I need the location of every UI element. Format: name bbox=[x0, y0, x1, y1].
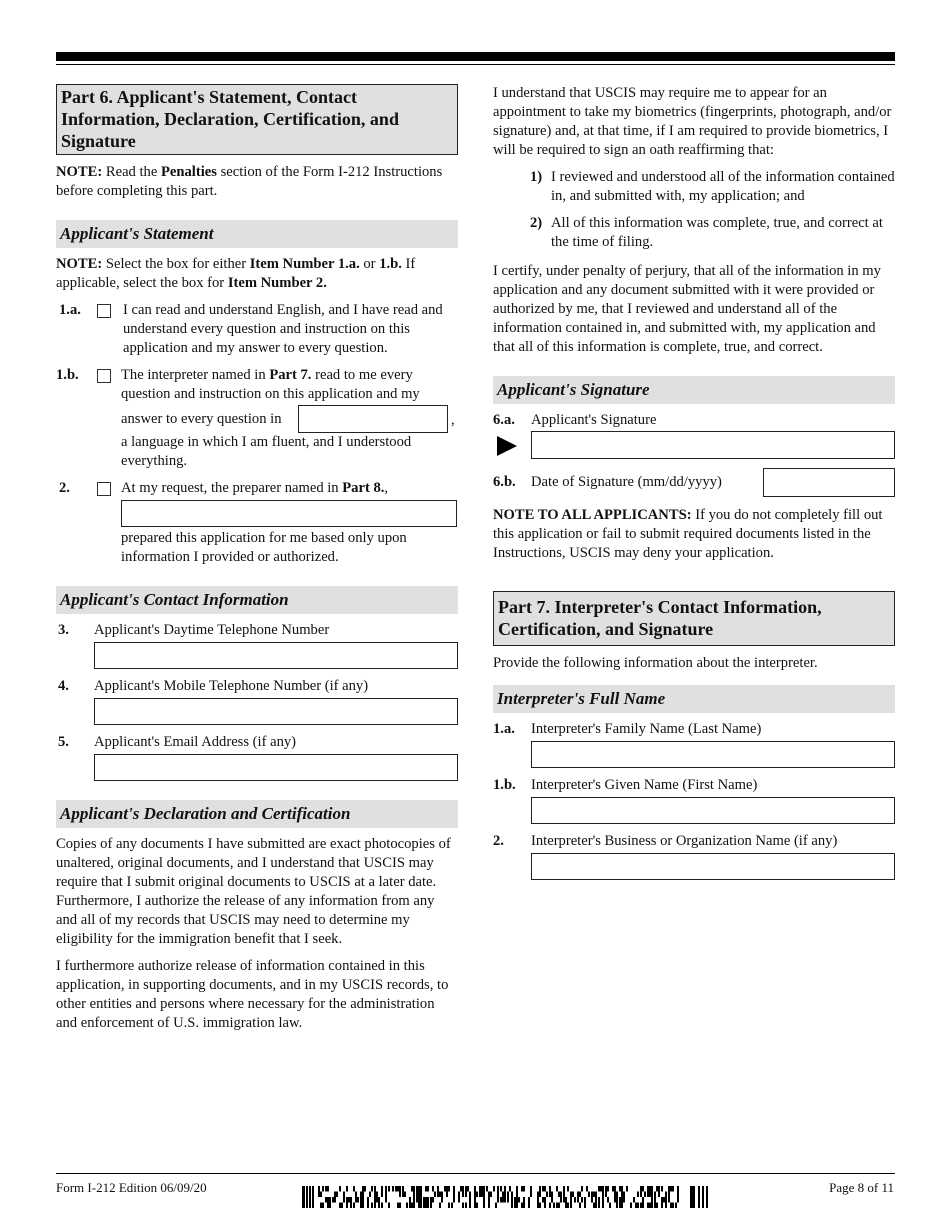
item-6a-number: 6.a. bbox=[493, 412, 515, 428]
certify-para: I certify, under penalty of perjury, that all of the information in my application and any document submitted with it were provided or authorized by me, that I reviewed and understand all of the information contained in, and submitted with, my application and that all of this information is complete, true, and correct. bbox=[493, 263, 881, 355]
signature-field[interactable] bbox=[531, 431, 895, 459]
item-4 bbox=[56, 677, 458, 725]
section-contact-information: Applicant's Contact Information bbox=[56, 586, 458, 614]
barcode-image bbox=[302, 1186, 710, 1208]
item-5 bbox=[56, 733, 458, 781]
item-6b-number: 6.b. bbox=[493, 474, 516, 490]
footer-rule bbox=[56, 1173, 895, 1174]
barcode-graphic bbox=[302, 1186, 710, 1208]
section-interpreter-name: Interpreter's Full Name bbox=[493, 685, 895, 713]
item-7-1b bbox=[493, 776, 895, 824]
header-rule-thin bbox=[56, 64, 895, 65]
right-column bbox=[493, 84, 895, 880]
item-7-2-number: 2. bbox=[493, 833, 504, 849]
item-7-1a bbox=[493, 720, 895, 768]
item-1b-comma: , bbox=[451, 412, 455, 428]
mobile-phone-input[interactable] bbox=[94, 698, 458, 725]
oath-item-1-text: I reviewed and understood all of the information contained in, and submitted with, my application; and bbox=[551, 169, 895, 204]
signature-arrow-icon bbox=[495, 435, 519, 457]
item-6b bbox=[493, 468, 895, 498]
oath-item-2-text: All of this information was complete, true, and correct at the time of filing. bbox=[551, 215, 883, 250]
item-2 bbox=[56, 479, 458, 567]
item-2-checkbox[interactable] bbox=[97, 482, 111, 496]
section-applicant-statement: Applicant's Statement bbox=[56, 220, 458, 248]
language-input[interactable] bbox=[298, 405, 448, 433]
item-3 bbox=[56, 621, 458, 669]
part6-note: NOTE: Read the Penalties section of the Form I-212 Instructions before completing this part. bbox=[56, 164, 443, 199]
item-7-1a-number: 1.a. bbox=[493, 721, 515, 737]
item-7-1a-label: Interpreter's Family Name (Last Name) bbox=[531, 721, 762, 737]
item-7-1b-label: Interpreter's Given Name (First Name) bbox=[531, 777, 758, 793]
item-2-text-cont: prepared this application for me based only upon information I provided or authorized. bbox=[121, 530, 407, 565]
statement-note: NOTE: Select the box for either Item Number 1.a. or 1.b. If applicable, select the box for Item Number 2. bbox=[56, 256, 416, 291]
part7-title: Part 7. Interpreter's Contact Information, Certification, and Signature bbox=[493, 591, 895, 646]
item-5-label: Applicant's Email Address (if any) bbox=[94, 734, 297, 750]
item-1b-language-label: answer to every question in bbox=[121, 411, 282, 427]
left-column bbox=[56, 84, 458, 1033]
item-1b-text-cont: a language in which I am fluent, and I understood everything. bbox=[121, 434, 412, 469]
item-2-text: At my request, the preparer named in Part 8., bbox=[121, 480, 389, 496]
item-6a-label: Applicant's Signature bbox=[531, 412, 657, 428]
section-declaration-certification: Applicant's Declaration and Certification bbox=[56, 800, 458, 828]
email-input[interactable] bbox=[94, 754, 458, 781]
item-5-number: 5. bbox=[58, 734, 69, 750]
item-7-2 bbox=[493, 832, 895, 880]
oath-item-1 bbox=[493, 168, 895, 206]
item-1a-checkbox[interactable] bbox=[97, 304, 111, 318]
oath-item-1-number: 1) bbox=[530, 169, 543, 185]
declaration-para-1: Copies of any documents I have submitted are exact photocopies of unaltered, original documents, and I understand that USCIS may require that I submit original documents to USCIS at a later date. Furthermore, I authorize the release of any information from any and all of my records that USCIS may need to determine my eligibility for the immigration benefit that I seek. bbox=[56, 836, 451, 947]
item-1b-checkbox[interactable] bbox=[97, 369, 111, 383]
interpreter-given-name-input[interactable] bbox=[531, 797, 895, 824]
oath-item-2-number: 2) bbox=[530, 215, 543, 231]
section-applicant-signature: Applicant's Signature bbox=[493, 376, 895, 404]
interpreter-family-name-input[interactable] bbox=[531, 741, 895, 768]
footer-form-edition: Form I-212 Edition 06/09/20 bbox=[56, 1180, 207, 1195]
item-1b-text: The interpreter named in Part 7. read to me every question and instruction on this application and my bbox=[121, 367, 420, 402]
biometrics-para: I understand that USCIS may require me to appear for an appointment to take my biometrics (fingerprints, photograph, and/or signature) and, at that time, if I am required to provide biometrics, I will be required to sign an oath reaffirming that: bbox=[493, 85, 892, 158]
item-1b bbox=[56, 366, 458, 471]
item-7-1b-number: 1.b. bbox=[493, 777, 516, 793]
declaration-para-2: I furthermore authorize release of information contained in this application, in supporting documents, and in my USCIS records, to other entities and persons where necessary for the administration and enforcement of U.S. immigration law. bbox=[56, 958, 449, 1031]
daytime-phone-input[interactable] bbox=[94, 642, 458, 669]
item-6a bbox=[493, 411, 895, 459]
item-6b-label: Date of Signature (mm/dd/yyyy) bbox=[531, 474, 722, 490]
item-3-number: 3. bbox=[58, 622, 69, 638]
item-1b-language-row bbox=[121, 405, 458, 433]
signature-date-input[interactable] bbox=[763, 468, 895, 497]
header-rule-thick bbox=[56, 52, 895, 61]
item-1b-number: 1.b. bbox=[56, 367, 79, 383]
item-2-number: 2. bbox=[59, 480, 70, 496]
interpreter-organization-input[interactable] bbox=[531, 853, 895, 880]
signature-row bbox=[531, 431, 895, 459]
item-4-number: 4. bbox=[58, 678, 69, 694]
note-to-applicants: NOTE TO ALL APPLICANTS: If you do not completely fill out this application or fail to submit required documents listed in the Instructions, USCIS may deny your application. bbox=[493, 507, 883, 561]
item-1a bbox=[56, 301, 458, 358]
item-1a-text: I can read and understand English, and I have read and understand every question and instruction on this application and my answer to every question. bbox=[123, 302, 443, 356]
part6-title: Part 6. Applicant's Statement, Contact Information, Declaration, Certification, and Signature bbox=[56, 84, 458, 155]
item-1a-number: 1.a. bbox=[59, 302, 81, 318]
item-7-2-label: Interpreter's Business or Organization Name (if any) bbox=[531, 833, 838, 849]
item-4-label: Applicant's Mobile Telephone Number (if any) bbox=[94, 678, 369, 694]
part7-intro: Provide the following information about the interpreter. bbox=[493, 655, 818, 671]
preparer-name-input[interactable] bbox=[121, 500, 457, 527]
footer-page-number: Page 8 of 11 bbox=[829, 1180, 894, 1195]
oath-item-2 bbox=[493, 214, 895, 252]
item-3-label: Applicant's Daytime Telephone Number bbox=[94, 622, 330, 638]
